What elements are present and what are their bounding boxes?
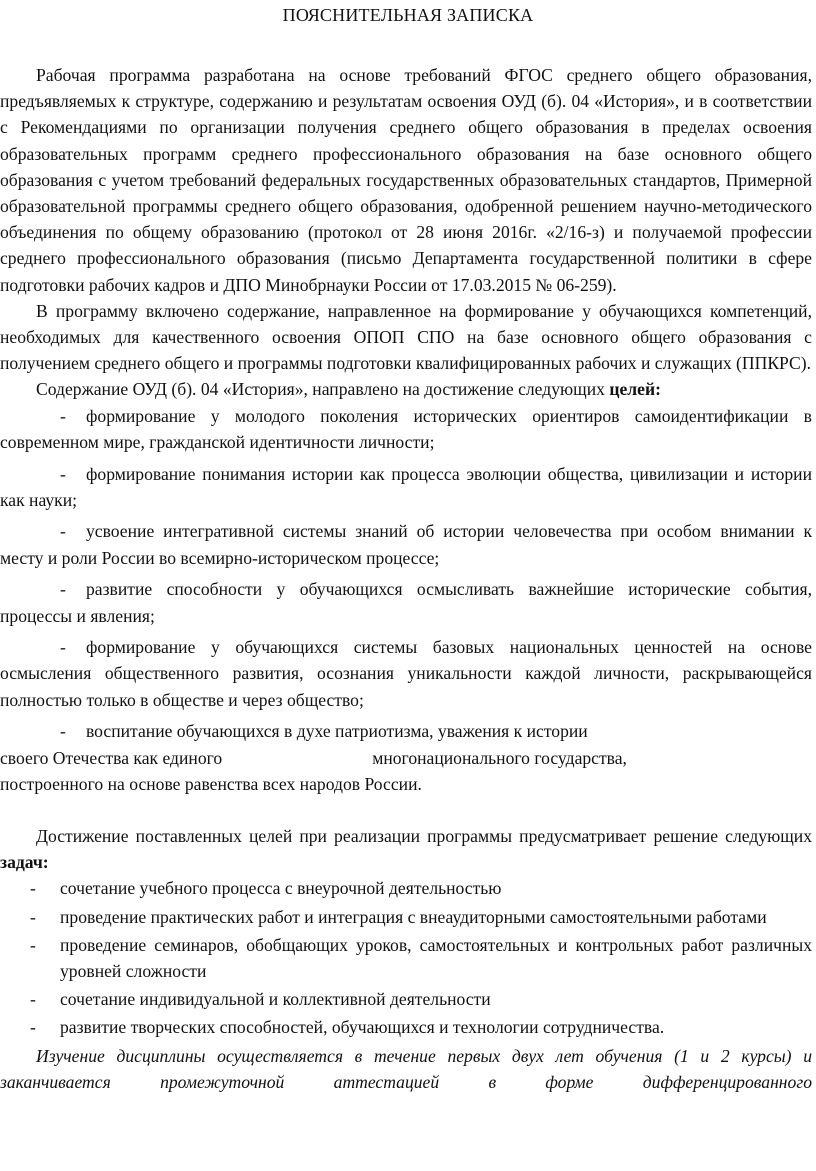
goal-item xyxy=(0,461,812,513)
goal-last-line1 xyxy=(0,718,812,744)
goals-list xyxy=(0,403,812,797)
dash-marker: - xyxy=(60,405,66,426)
task-item xyxy=(0,875,812,901)
goal-item xyxy=(0,518,812,570)
goal-last-line2a: своего Отечества как единого xyxy=(0,747,223,768)
dash-marker: - xyxy=(60,463,66,484)
goal-item xyxy=(0,403,812,455)
dash-marker: - xyxy=(30,989,36,1010)
closing-italic-paragraph: Изучение дисциплины осуществляется в течение первых двух лет обучения (1 и 2 курсы) и заканчивается промежуточной аттестацией в форме дифференцированного xyxy=(0,1045,812,1092)
goal-last-line2b: многонационального государства, xyxy=(372,747,627,768)
task-text: сочетание учебного процесса с внеурочной деятельностью xyxy=(60,878,502,899)
goal-text: формирование понимания истории как процесса эволюции общества, цивилизации и истории как науки; xyxy=(0,463,812,510)
goal-text: усвоение интегративной системы знаний об истории человечества при особом внимании к месту и роли России во всемирно-историческом процессе; xyxy=(0,521,812,568)
goal-item xyxy=(0,634,812,713)
tasks-keyword: задач: xyxy=(0,852,49,873)
tasks-intro xyxy=(0,823,812,875)
goal-last-line3: построенного на основе равенства всех народов России. xyxy=(0,773,422,794)
dash-marker: - xyxy=(60,521,66,542)
dash-marker: - xyxy=(60,721,66,742)
goal-item xyxy=(0,576,812,628)
content-paragraph: В программу включено содержание, направленное на формирование у обучающихся компетенций, необходимых для качественного освоения ОПОП СПО на базе основного общего образования с получением среднего общего и программы подготовки квалифицированных рабочих и служащих (ППКРС). xyxy=(0,300,812,374)
dash-marker: - xyxy=(30,934,36,955)
task-text: развитие творческих способностей, обучающихся и технологии сотрудничества. xyxy=(60,1017,665,1038)
goal-text: формирование у обучающихся системы базовых национальных ценностей на основе осмысления общественного развития, осознания уникальности каждой личности, раскрывающейся полностью только в обществе и через общество; xyxy=(0,637,812,710)
task-item xyxy=(0,986,812,1012)
goal-text: развитие способности у обучающихся осмысливать важнейшие исторические события, процессы и явления; xyxy=(0,579,812,626)
page-title: ПОЯСНИТЕЛЬНАЯ ЗАПИСКА xyxy=(282,5,534,25)
tasks-list xyxy=(0,875,812,1040)
goal-item-last xyxy=(0,718,812,797)
goals-keyword: целей: xyxy=(609,379,661,400)
task-item xyxy=(0,932,812,984)
task-text: проведение практических работ и интеграция с внеаудиторными самостоятельными работами xyxy=(60,906,767,927)
dash-marker: - xyxy=(30,1017,36,1038)
document-body xyxy=(0,62,812,1095)
tasks-intro-text: Достижение поставленных целей при реализации программы предусматривает решение следующих xyxy=(36,825,812,846)
goal-last-line2 xyxy=(0,745,812,771)
task-item xyxy=(0,904,812,930)
goal-text: формирование у молодого поколения исторических ориентиров самоидентификации в современном мире, гражданской идентичности личности; xyxy=(0,405,812,452)
dash-marker: - xyxy=(60,579,66,600)
task-text: проведение семинаров, обобщающих уроков, самостоятельных и контрольных работ различных уровней сложности xyxy=(60,934,812,981)
dash-marker: - xyxy=(30,878,36,899)
intro-paragraph: Рабочая программа разработана на основе требований ФГОС среднего общего образования, предъявляемых к структуре, содержанию и результатам освоения ОУД (б). 04 «История», и в соответствии с Рекомендациями по организации получения среднего общего образования в пределах освоения образовательных программ среднего профессионального образования на базе основного общего образования с учетом требований федеральных государственных образовательных стандартов, Примерной образовательной программы среднего общего образования, одобренной решением научно-методического объединения по общему образованию (протокол от 28 июня 2016г. «2/16-з) и получаемой профессии среднего профессионального образования (письмо Департамента государственной политики в сфере подготовки рабочих кадров и ДПО Минобрнауки России от 17.03.2015 № 06-259). xyxy=(0,65,812,295)
task-text: сочетание индивидуальной и коллективной деятельности xyxy=(60,989,491,1010)
task-item xyxy=(0,1014,812,1040)
dash-marker: - xyxy=(30,906,36,927)
goal-last-line1-text: воспитание обучающихся в духе патриотизма, уважения к истории xyxy=(86,721,588,742)
dash-marker: - xyxy=(60,637,66,658)
goals-intro-text: Содержание ОУД (б). 04 «История», направлено на достижение следующих xyxy=(36,379,605,400)
goals-intro xyxy=(0,376,812,402)
